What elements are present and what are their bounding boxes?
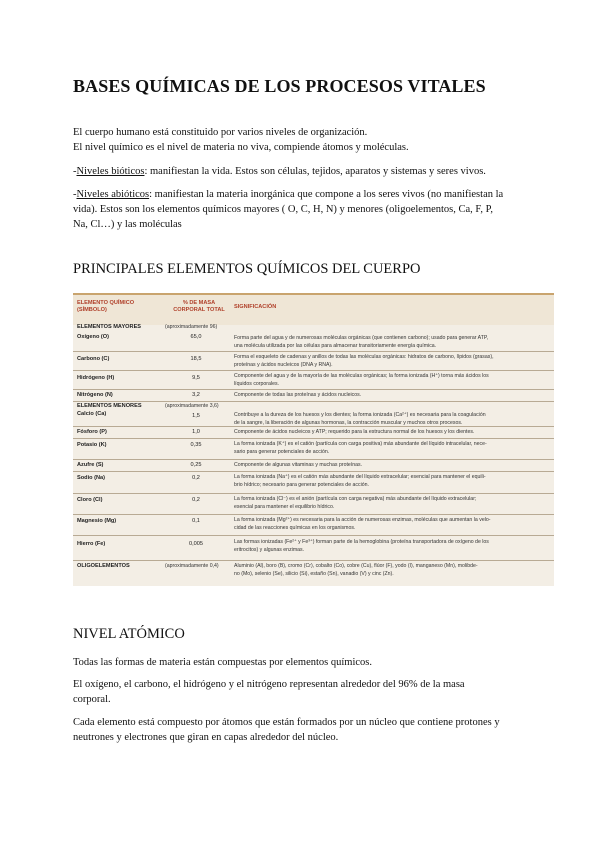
abioticos-text-3: Na, Cl…) y las moléculas (73, 219, 182, 230)
table-row: Hidrógeno (H) 9,5 Componente del agua y de la mayoría de las moléculas orgánicas; la forma ionizada (H⁺) torna más ácidos los líquidos corporales. (73, 370, 554, 390)
group-minor-pct: (aproximadamente 3,6) (165, 403, 219, 409)
atomic-paragraph-1: Todas las formas de materia están compuestas por elementos químicos. (73, 657, 373, 668)
group-major-label: ELEMENTOS MAYORES (77, 324, 142, 330)
atomic-paragraph-2: El oxígeno, el carbono, el hidrógeno y el nitrógeno representan alrededor del 96% de la masa corporal. (73, 679, 465, 705)
group-major-pct: (aproximadamente 96) (165, 324, 218, 330)
header-meaning: SIGNIFICACIÓN (234, 304, 277, 310)
intro-line-2: El nivel químico es el nivel de materia no viva, compiende átomos y moléculas. (73, 142, 409, 153)
intro-paragraph (73, 125, 533, 155)
table-row: Hierro (Fe) 0,005 Las formas ionizadas (Fe²⁺ y Fe³⁺) forman parte de la hemoglobina (proteína transportadora de oxígeno de los eritrocitos) y algunas enzimas. (73, 535, 554, 561)
table-row: Sodio (Na) 0,2 La forma ionizada (Na⁺) es el catión más abundante del líquido extracelular; esencial para mantener el equili- brio hídrico; necesario para generar potenciales de acción. (73, 471, 554, 494)
abioticos-term: Niveles abióticos (76, 189, 150, 200)
table-header (73, 293, 554, 325)
atomic-paragraph-3: Cada elemento está compuesto por átomos que están formados por un núcleo que contiene protones y neutrones y electrones que giran en capas alrededor del núcleo. (73, 717, 500, 743)
group-oligo-label: OLIGOELEMENTOS (77, 563, 130, 569)
intro-line-1: El cuerpo humano está constituido por varios niveles de organización. (73, 127, 368, 138)
header-element: ELEMENTO QUÍMICO (SÍMBOLO) (77, 300, 135, 313)
group-minor-label: ELEMENTOS MENORES (77, 403, 142, 409)
elements-table (73, 293, 554, 586)
table-row: Potasio (K) 0,35 La forma ionizada (K⁺) es el catión (partícula con carga positiva) más abundante del líquido intracelular, nece- sario para generar potenciales de acción. (73, 438, 554, 460)
table-row-oligo: OLIGOELEMENTOS (aproximadamente 0,4) Aluminio (Al), boro (B), cromo (Cr), cobalto (Co), cobre (Cu), flúor (F), yodo (I), manganeso (Mn), molibde- no (Mo), selenio (Se), silicio (Si), estaño (Sn), vanadio (V) y cinc (Zn). (77, 563, 478, 577)
bioticos-paragraph: -Niveles bióticos: manifiestan la vida. Estos son células, tejidos, aparatos y sistemas y seres vivos. (73, 166, 486, 177)
page-title: BASES QUÍMICAS DE LOS PROCESOS VITALES (73, 76, 486, 96)
abioticos-text-1: : manifiestan la materia inorgánica que compone a los seres vivos (no manifiestan la (149, 189, 504, 200)
bioticos-text: : manifiestan la vida. Estos son células, tejidos, aparatos y sistemas y seres vivos. (144, 166, 486, 177)
section-elements-heading: PRINCIPALES ELEMENTOS QUÍMICOS DEL CUERPO (73, 261, 421, 277)
table-row: Fósforo (P) 1,0 Componente de ácidos nucleicos y ATP; requerido para la estructura normal de los huesos y los dientes. (73, 426, 554, 439)
table-row: Carbono (C) 18,5 Forma el esqueleto de cadenas y anillos de todas las moléculas orgánicas: hidratos de carbono, lípidos (grasas), proteínas y ácidos nucleicos (DNA y RNA). (73, 351, 554, 371)
section-atomic-heading: NIVEL ATÓMICO (73, 626, 185, 642)
table-row: Cloro (Cl) 0,2 La forma ionizada (Cl⁻) es el anión (partícula con carga negativa) más abundante del líquido extracelular; esencial para mantener el equilibrio hídrico. (73, 493, 554, 515)
table-row: Calcio (Ca) 1,5 Contribuye a la dureza de los huesos y los dientes; la forma ionizada (Ca²⁺) es necesaria para la coagulación de la sangre, la liberación de algunas hormonas, la contracción muscular y muchos otros procesos. (73, 410, 554, 427)
abioticos-text-2: vida). Estos son los elementos químicos mayores ( O, C, H, N) y menores (oligoelementos, Ca, F, P, (73, 204, 493, 215)
table-row: Nitrógeno (N) 3,2 Componente de todas las proteínas y ácidos nucleicos. (73, 389, 554, 402)
group-oligo-pct: (aproximadamente 0,4) (165, 563, 219, 569)
bioticos-term: Niveles bióticos (76, 166, 145, 177)
table-row: Oxígeno (O) 65,0 Forma parte del agua y de numerosas moléculas orgánicas (que contienen carbono); usado para generar ATP, una molécula utilizada por las células para almacenar transitoriamente energía química. (73, 332, 554, 352)
abioticos-paragraph: -Niveles abióticos: manifiestan la materia inorgánica que compone a los seres vivos (no manifiestan la vida). Estos son los elementos químicos mayores ( O, C, H, N) y menores (oligoelementos, Ca, F, P, Na, Cl…) y las moléculas (73, 189, 504, 230)
header-mass: % DE MASA CORPORAL TOTAL (173, 300, 225, 313)
table-row: Magnesio (Mg) 0,1 La forma ionizada (Mg²⁺) es necesaria para la acción de numerosas enzimas, moléculas que aumentan la velo- cidad de las reacciones químicas en los organismos. (73, 514, 554, 536)
table-row: Azufre (S) 0,25 Componente de algunas vitaminas y muchas proteínas. (73, 459, 554, 472)
